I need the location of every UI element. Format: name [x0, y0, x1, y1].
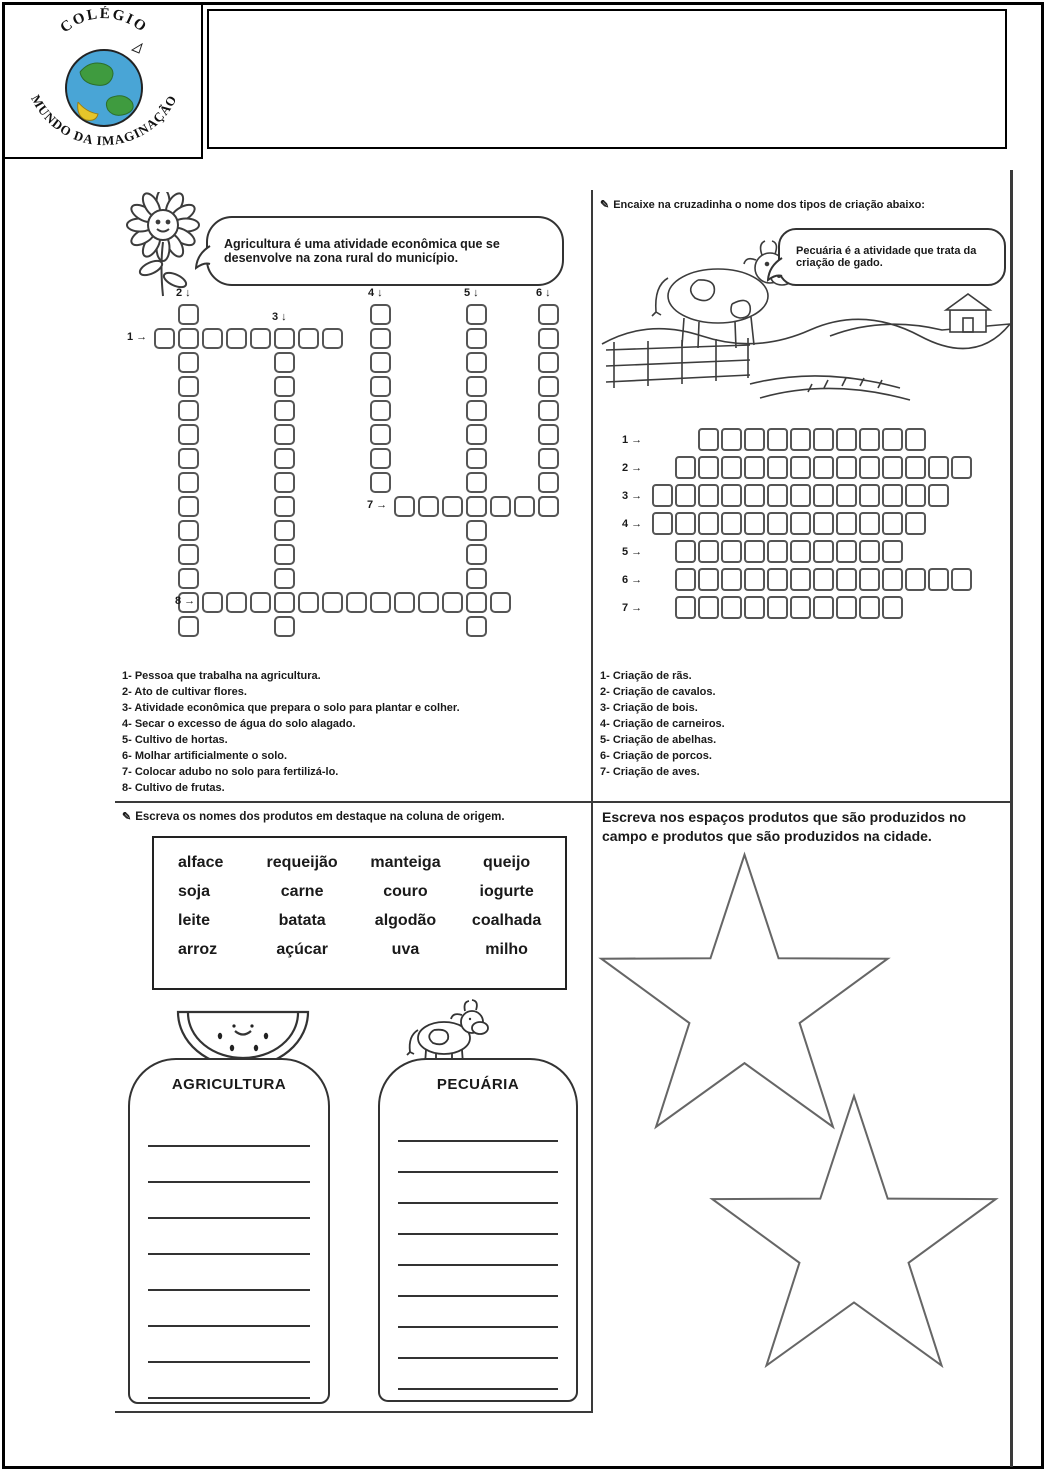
crossword-cell	[538, 376, 559, 397]
crossword-cell	[836, 568, 857, 591]
crossword-cell	[721, 484, 742, 507]
crossword-cell	[466, 592, 487, 613]
crossword-word-number: 1 →	[127, 331, 148, 343]
crossword-cell	[675, 568, 696, 591]
crossword-cell	[767, 456, 788, 479]
crossword-row	[622, 512, 1007, 535]
crossword-cell	[538, 448, 559, 469]
crossword-cell	[466, 472, 487, 493]
crossword-cell	[836, 540, 857, 563]
crossword-cell	[274, 520, 295, 541]
clue-item: 6- Criação de porcos.	[600, 750, 712, 762]
crossword-cell	[466, 352, 487, 373]
crossword-cell	[698, 540, 719, 563]
crossword-cell	[790, 512, 811, 535]
crossword-cell	[274, 544, 295, 565]
answer-line	[398, 1235, 558, 1266]
crossword-cell	[322, 592, 343, 613]
crossword-cell	[744, 484, 765, 507]
clues-pecuaria	[600, 668, 990, 780]
crossword-cell	[250, 328, 271, 349]
crossword-row-number: 2 →	[622, 461, 643, 474]
instruction-top-right	[600, 198, 1005, 211]
product-word: milho	[485, 941, 528, 958]
answer-box-agricultura	[128, 1058, 330, 1404]
product-word: carne	[280, 883, 324, 900]
crossword-cell	[538, 400, 559, 421]
crossword-cell	[951, 568, 972, 591]
answer-line	[398, 1266, 558, 1297]
crossword-cell	[721, 540, 742, 563]
crossword-cell	[905, 512, 926, 535]
crossword-cell	[394, 592, 415, 613]
bubble-tail	[767, 254, 783, 284]
crossword-row	[622, 540, 1007, 563]
crossword-cell	[466, 328, 487, 349]
crossword-cell	[790, 428, 811, 451]
crossword-cell	[514, 496, 535, 517]
crossword-cell	[744, 596, 765, 619]
crossword-cell	[538, 328, 559, 349]
header-title-box	[207, 9, 1007, 149]
sheet-right-border	[1010, 170, 1013, 1467]
crossword-word-number: 6 ↓	[536, 287, 551, 299]
crossword-row	[622, 456, 1007, 479]
pecuaria-title: PECUÁRIA	[436, 1076, 520, 1093]
divider-horizontal-middle	[115, 801, 1012, 803]
crossword-cell	[905, 484, 926, 507]
crossword-cell	[370, 328, 391, 349]
clue-item: 3- Criação de bois.	[600, 702, 698, 714]
crossword-cell	[274, 376, 295, 397]
crossword-cell	[882, 428, 903, 451]
product-word: algodão	[374, 912, 437, 929]
crossword-cell	[767, 596, 788, 619]
crossword-cell	[298, 328, 319, 349]
pencil-icon: ✎	[600, 199, 610, 211]
crossword-cell	[466, 376, 487, 397]
crossword-cell	[652, 512, 673, 535]
product-word: couro	[383, 883, 428, 900]
crossword-cell	[274, 472, 295, 493]
crossword-cell	[178, 328, 199, 349]
clue-item: 8- Cultivo de frutas.	[122, 782, 225, 794]
products-grid	[154, 838, 565, 969]
bubble-tail	[195, 242, 211, 272]
answer-line	[148, 1111, 310, 1147]
crossword-cell	[882, 568, 903, 591]
crossword-cell	[905, 568, 926, 591]
crossword-cell	[442, 496, 463, 517]
crossword-cell	[490, 592, 511, 613]
crossword-cell	[836, 484, 857, 507]
school-logo	[10, 6, 196, 156]
clue-item: 1- Pessoa que trabalha na agricultura.	[122, 670, 321, 682]
answer-line	[398, 1173, 558, 1204]
instruction-bottom-right: Escreva nos espaços produtos que são produzidos no campo e produtos que são produzidos na cidade.	[602, 809, 967, 844]
crossword-cell	[882, 456, 903, 479]
answer-line	[398, 1111, 558, 1142]
pecuaria-lines	[380, 1111, 576, 1390]
crossword-cell	[928, 484, 949, 507]
crossword-cell	[721, 596, 742, 619]
crossword-cell	[274, 424, 295, 445]
answer-line	[148, 1255, 310, 1291]
answer-line	[398, 1204, 558, 1235]
crossword-cell	[859, 596, 880, 619]
answer-line	[148, 1363, 310, 1399]
crossword-cell	[538, 424, 559, 445]
crossword-cell	[178, 568, 199, 589]
crossword-row	[622, 428, 1007, 451]
crossword-cell	[767, 484, 788, 507]
crossword-cell	[466, 616, 487, 637]
crossword-cell	[813, 456, 834, 479]
crossword-cell	[905, 428, 926, 451]
crossword-cell	[466, 496, 487, 517]
crossword-cell	[813, 596, 834, 619]
crossword-cell	[370, 472, 391, 493]
instruction-bottom-left	[122, 810, 592, 823]
clue-item: 2- Ato de cultivar flores.	[122, 686, 247, 698]
crossword-cell	[698, 456, 719, 479]
crossword-row-number: 7 →	[622, 601, 643, 614]
crossword-cell	[466, 568, 487, 589]
crossword-cell	[790, 596, 811, 619]
crossword-cell	[951, 456, 972, 479]
crossword-cell	[905, 456, 926, 479]
crossword-cell	[370, 424, 391, 445]
crossword-row-number: 3 →	[622, 489, 643, 502]
svg-text:COLÉGIO	[58, 6, 151, 36]
clue-item: 5- Cultivo de hortas.	[122, 734, 228, 746]
agricultura-speech-bubble	[206, 216, 564, 286]
crossword-cell	[154, 328, 175, 349]
crossword-cell	[178, 448, 199, 469]
crossword-cell	[767, 540, 788, 563]
crossword-cell	[813, 484, 834, 507]
answer-box-pecuaria	[378, 1058, 578, 1402]
crossword-cell	[767, 428, 788, 451]
crossword-cell	[882, 540, 903, 563]
crossword-cell	[744, 456, 765, 479]
answer-line	[148, 1291, 310, 1327]
crossword-cell	[274, 592, 295, 613]
crossword-cell	[370, 376, 391, 397]
crossword-word-number: 3 ↓	[272, 311, 287, 323]
crossword-row-number: 4 →	[622, 517, 643, 530]
crossword-cell	[813, 428, 834, 451]
crossword-cell	[698, 568, 719, 591]
clues-agricultura	[122, 668, 587, 796]
answer-line	[398, 1359, 558, 1390]
clue-item: 4- Secar o excesso de água do solo alagado.	[122, 718, 356, 730]
crossword-cell	[538, 496, 559, 517]
crossword-cell	[698, 484, 719, 507]
crossword-cell	[178, 496, 199, 517]
clue-item: 7- Colocar adubo no solo para fertilizá-lo.	[122, 766, 339, 778]
product-word: iogurte	[479, 883, 534, 900]
star-shape-bottom	[703, 1085, 1005, 1385]
crossword-cell	[274, 568, 295, 589]
crossword-cell	[466, 448, 487, 469]
crossword-cell	[698, 596, 719, 619]
answer-line	[398, 1142, 558, 1173]
crossword-pecuaria	[622, 428, 1007, 624]
crossword-agricultura	[126, 286, 586, 668]
crossword-cell	[178, 472, 199, 493]
sheet-bottom-left-line	[115, 1411, 592, 1413]
clue-item: 1- Criação de rãs.	[600, 670, 692, 682]
pencil-icon: ✎	[122, 811, 132, 823]
crossword-cell	[466, 400, 487, 421]
product-word: coalhada	[471, 912, 542, 929]
answer-line	[398, 1328, 558, 1359]
crossword-cell	[675, 540, 696, 563]
crossword-cell	[675, 484, 696, 507]
crossword-cell	[442, 592, 463, 613]
school-logo-cell	[5, 5, 203, 159]
crossword-cell	[418, 496, 439, 517]
crossword-cell	[721, 568, 742, 591]
crossword-cell	[744, 512, 765, 535]
crossword-cell	[370, 592, 391, 613]
crossword-cell	[836, 596, 857, 619]
crossword-word-number: 8 →	[175, 595, 196, 607]
crossword-cell	[836, 512, 857, 535]
product-word: uva	[391, 941, 420, 958]
crossword-cell	[418, 592, 439, 613]
product-word: açúcar	[276, 941, 328, 958]
crossword-cell	[538, 472, 559, 493]
crossword-cell	[538, 304, 559, 325]
product-word: alface	[178, 854, 224, 871]
crossword-cell	[721, 456, 742, 479]
crossword-cell	[370, 352, 391, 373]
crossword-cell	[226, 592, 247, 613]
clue-item: 2- Criação de cavalos.	[600, 686, 716, 698]
crossword-cell	[466, 520, 487, 541]
crossword-cell	[813, 540, 834, 563]
crossword-cell	[322, 328, 343, 349]
crossword-row-number: 5 →	[622, 545, 643, 558]
crossword-cell	[274, 496, 295, 517]
product-word: queijo	[483, 854, 531, 871]
crossword-word-number: 4 ↓	[368, 287, 383, 299]
crossword-cell	[859, 512, 880, 535]
crossword-cell	[346, 592, 367, 613]
crossword-cell	[178, 304, 199, 325]
clue-item: 4- Criação de carneiros.	[600, 718, 725, 730]
product-word: leite	[178, 912, 211, 929]
instruction-bottom-left-text: Escreva os nomes dos produtos em destaque na coluna de origem.	[135, 811, 505, 823]
crossword-cell	[274, 328, 295, 349]
crossword-cell	[370, 400, 391, 421]
crossword-row-number: 6 →	[622, 573, 643, 586]
crossword-cell	[178, 352, 199, 373]
crossword-cell	[675, 512, 696, 535]
products-word-box	[152, 836, 567, 990]
clue-item: 5- Criação de abelhas.	[600, 734, 717, 746]
crossword-cell	[698, 512, 719, 535]
agricultura-lines	[130, 1111, 328, 1399]
product-word: soja	[178, 883, 211, 900]
crossword-row	[622, 596, 1007, 619]
agricultura-title: AGRICULTURA	[171, 1076, 287, 1093]
crossword-cell	[836, 428, 857, 451]
crossword-cell	[298, 592, 319, 613]
crossword-row-number: 1 →	[622, 433, 643, 446]
crossword-cell	[466, 304, 487, 325]
crossword-cell	[928, 456, 949, 479]
answer-line	[148, 1327, 310, 1363]
crossword-cell	[859, 540, 880, 563]
crossword-cell	[538, 352, 559, 373]
crossword-row	[622, 568, 1007, 591]
crossword-cell	[859, 484, 880, 507]
crossword-cell	[178, 400, 199, 421]
crossword-cell	[721, 512, 742, 535]
crossword-cell	[813, 568, 834, 591]
crossword-cell	[178, 616, 199, 637]
crossword-cell	[859, 456, 880, 479]
crossword-cell	[466, 424, 487, 445]
crossword-cell	[370, 448, 391, 469]
crossword-cell	[274, 400, 295, 421]
crossword-word-number: 7 →	[367, 499, 388, 511]
crossword-cell	[790, 540, 811, 563]
crossword-cell	[394, 496, 415, 517]
product-word: arroz	[178, 941, 218, 958]
crossword-word-number: 2 ↓	[176, 287, 191, 299]
crossword-cell	[744, 568, 765, 591]
product-word: batata	[278, 912, 326, 929]
globe-icon	[66, 44, 142, 126]
crossword-cell	[836, 456, 857, 479]
crossword-cell	[813, 512, 834, 535]
crossword-cell	[928, 568, 949, 591]
crossword-cell	[882, 596, 903, 619]
crossword-cell	[274, 352, 295, 373]
house-icon	[946, 294, 990, 332]
answer-line	[148, 1219, 310, 1255]
crossword-cell	[675, 456, 696, 479]
product-word: requeijão	[266, 854, 338, 871]
crossword-cell	[466, 544, 487, 565]
sunflower-illustration	[122, 192, 204, 300]
crossword-cell	[202, 592, 223, 613]
clue-item: 7- Criação de aves.	[600, 766, 700, 778]
pecuaria-bubble-text: Pecuária é a atividade que trata da criação de gado.	[796, 245, 977, 269]
crossword-cell	[721, 428, 742, 451]
answer-line	[148, 1147, 310, 1183]
answer-line	[398, 1297, 558, 1328]
answer-line	[148, 1183, 310, 1219]
crossword-cell	[178, 520, 199, 541]
crossword-row	[622, 484, 1007, 507]
crossword-cell	[370, 304, 391, 325]
agricultura-bubble-text: Agricultura é uma atividade econômica que se desenvolve na zona rural do município.	[224, 237, 500, 265]
crossword-cell	[859, 428, 880, 451]
pecuaria-speech-bubble	[778, 228, 1006, 286]
crossword-cell	[250, 592, 271, 613]
instruction-top-right-text: Encaixe na cruzadinha o nome dos tipos de criação abaixo:	[613, 199, 925, 211]
crossword-cell	[178, 424, 199, 445]
crossword-cell	[675, 596, 696, 619]
crossword-cell	[202, 328, 223, 349]
crossword-cell	[652, 484, 673, 507]
crossword-cell	[767, 568, 788, 591]
crossword-cell	[490, 496, 511, 517]
crossword-cell	[859, 568, 880, 591]
clue-item: 3- Atividade econômica que prepara o solo para plantar e colher.	[122, 702, 460, 714]
crossword-cell	[744, 540, 765, 563]
airplane-icon	[132, 44, 142, 53]
crossword-cell	[698, 428, 719, 451]
logo-text-bottom: MUNDO DA IMAGINAÇÃO	[28, 92, 180, 149]
crossword-cell	[882, 512, 903, 535]
crossword-cell	[790, 568, 811, 591]
crossword-word-number: 5 ↓	[464, 287, 479, 299]
crossword-cell	[767, 512, 788, 535]
clue-item: 6- Molhar artificialmente o solo.	[122, 750, 288, 762]
crossword-cell	[274, 448, 295, 469]
crossword-cell	[790, 484, 811, 507]
crossword-cell	[178, 376, 199, 397]
product-word: manteiga	[370, 854, 441, 871]
crossword-cell	[274, 616, 295, 637]
crossword-cell	[226, 328, 247, 349]
crossword-cell	[882, 484, 903, 507]
crossword-cell	[790, 456, 811, 479]
crossword-cell	[178, 544, 199, 565]
logo-text-top: COLÉGIO	[57, 6, 151, 37]
crossword-cell	[744, 428, 765, 451]
